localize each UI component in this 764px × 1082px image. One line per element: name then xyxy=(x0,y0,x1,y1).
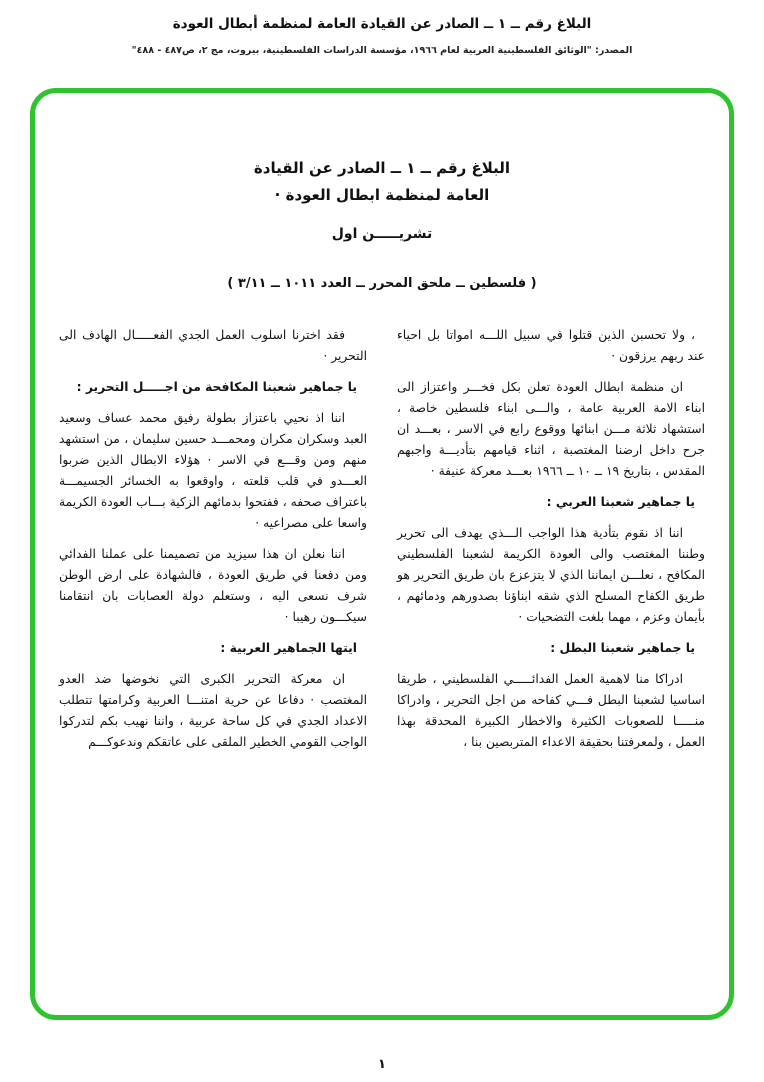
page-number: ١ xyxy=(378,1057,386,1072)
body-paragraph: اننا اذ نحيي باعتزاز بطولة رفيق محمد عساف وسعيد العبد وسكران مكران ومحمـــد حسين سليمان ، من استشهد منهم ومن وقـــع في الاسر · هؤلاء الابطال الذين ضربوا العـــدو في قلب قلعته ، واوقعوا به الخسائر الجسيمـــة باعتراف صحفه ، ففتحوا بدمائهم الزكية بـــاب العودة الكريمة واسعا على مصراعيه · xyxy=(59,411,367,530)
column-right xyxy=(397,325,705,763)
text-columns xyxy=(35,325,729,763)
communique-title-line1: البلاغ رقم ــ ١ ــ الصادر عن القيادة xyxy=(253,159,511,177)
body-paragraph: ان منظمة ابطال العودة تعلن بكل فخـــر واعتزاز الى ابناء الامة العربية عامة ، والـــى ابناء فلسطين خاصة ، استشهاد ثلاثة مـــن ابنائها ووقوع رابع في الاسر ، بعـــد ان جرح داخل ارضنا المغتصبة ، اثناء قيامهم بتأديـــة واجبهم المقدس ، بتاريخ ١٩ ــ ١٠ ــ ١٩٦٦ بعـــد معركة عنيفة · xyxy=(397,380,705,478)
page-header xyxy=(0,0,764,56)
section-heading: يا جماهير شعبنا المكافحة من اجـــــل التحرير : xyxy=(76,380,357,394)
body-paragraph: اننا نعلن ان هذا سيزيد من تصميمنا على عملنا الفدائي ومن دفعنا في طريق العودة ، فالشهادة على ارض الوطن شرف نسعى اليه ، وستعلم دولة العصابات بان انتقامنا سيكـــون رهيبا · xyxy=(59,547,367,624)
header-title: البلاغ رقم ــ ١ ــ الصادر عن القيادة العامة لمنظمة أبطال العودة xyxy=(172,16,592,32)
green-frame xyxy=(30,88,734,1020)
communique-title-line2: العامة لمنظمة ابطال العودة · xyxy=(274,186,490,204)
section-heading: يا جماهير شعبنا البطل : xyxy=(550,641,695,655)
body-paragraph: ادراكا منا لاهمية العمل الفدائـــــي الفلسطيني ، طريقا اساسيا لشعبنا البطل فـــي كفاحه من اجل التحرير ، وادراكا منـــــا للصعوبات الكثيرة والاخطار الكبيرة المحدقة بهذا العمل ، ولمعرفتنا بحقيقة الاعداء المتربصين بنا ، xyxy=(397,672,705,749)
column-left xyxy=(59,325,367,763)
communique-title-block xyxy=(35,155,729,248)
publication-reference: ( فلسطين ــ ملحق المحرر ــ العدد ١٠١١ ــ ٣/١١ ) xyxy=(227,276,537,291)
section-heading: ايتها الجماهير العربية : xyxy=(220,641,357,655)
section-heading: يا جماهير شعبنا العربي : xyxy=(546,495,695,509)
verse-paragraph: ، ولا تحسبن الذين قتلوا في سبيل اللـــه امواتا بل احياء عند ربهم يرزقون · xyxy=(397,328,705,363)
body-paragraph: ان معركة التحرير الكبرى التي نخوضها ضد العدو المغتصب · دفاعا عن حرية امتنـــا العربية وكرامتها تتطلب الاعداد الجدي في كل ساحة عربية ، واننا نهيب بكم لتدركوا الواجب القومي الخطير الملقى على عاتقكم وندعوكـــم xyxy=(59,672,367,749)
communique-date: تشريـــــن اول xyxy=(331,226,433,242)
body-paragraph: اننا اذ نقوم بتأدية هذا الواجب الـــذي يهدف الى تحرير وطننا المغتصب والى العودة الكريمة لشعبنا الفلسطيني المكافح ، نعلـــن ايماننا الذي لا يتزعزع بان طريق التحرير هو طريق الكفاح المسلح الذي شقه ابناؤنا بصدورهم ودمائهم ، بأيمان وعزم ، مهما بلغت التضحيات · xyxy=(397,526,705,624)
body-paragraph: فقد اخترنا اسلوب العمل الجدي الفعـــــال الهادف الى التحرير · xyxy=(59,328,367,363)
header-source-citation: المصدر: "الوثائق الفلسطينية العربية لعام ١٩٦٦، مؤسسة الدراسات الفلسطينية، بيروت، مج ٢، ص٤٨٧ - ٤٨٨" xyxy=(131,45,633,56)
